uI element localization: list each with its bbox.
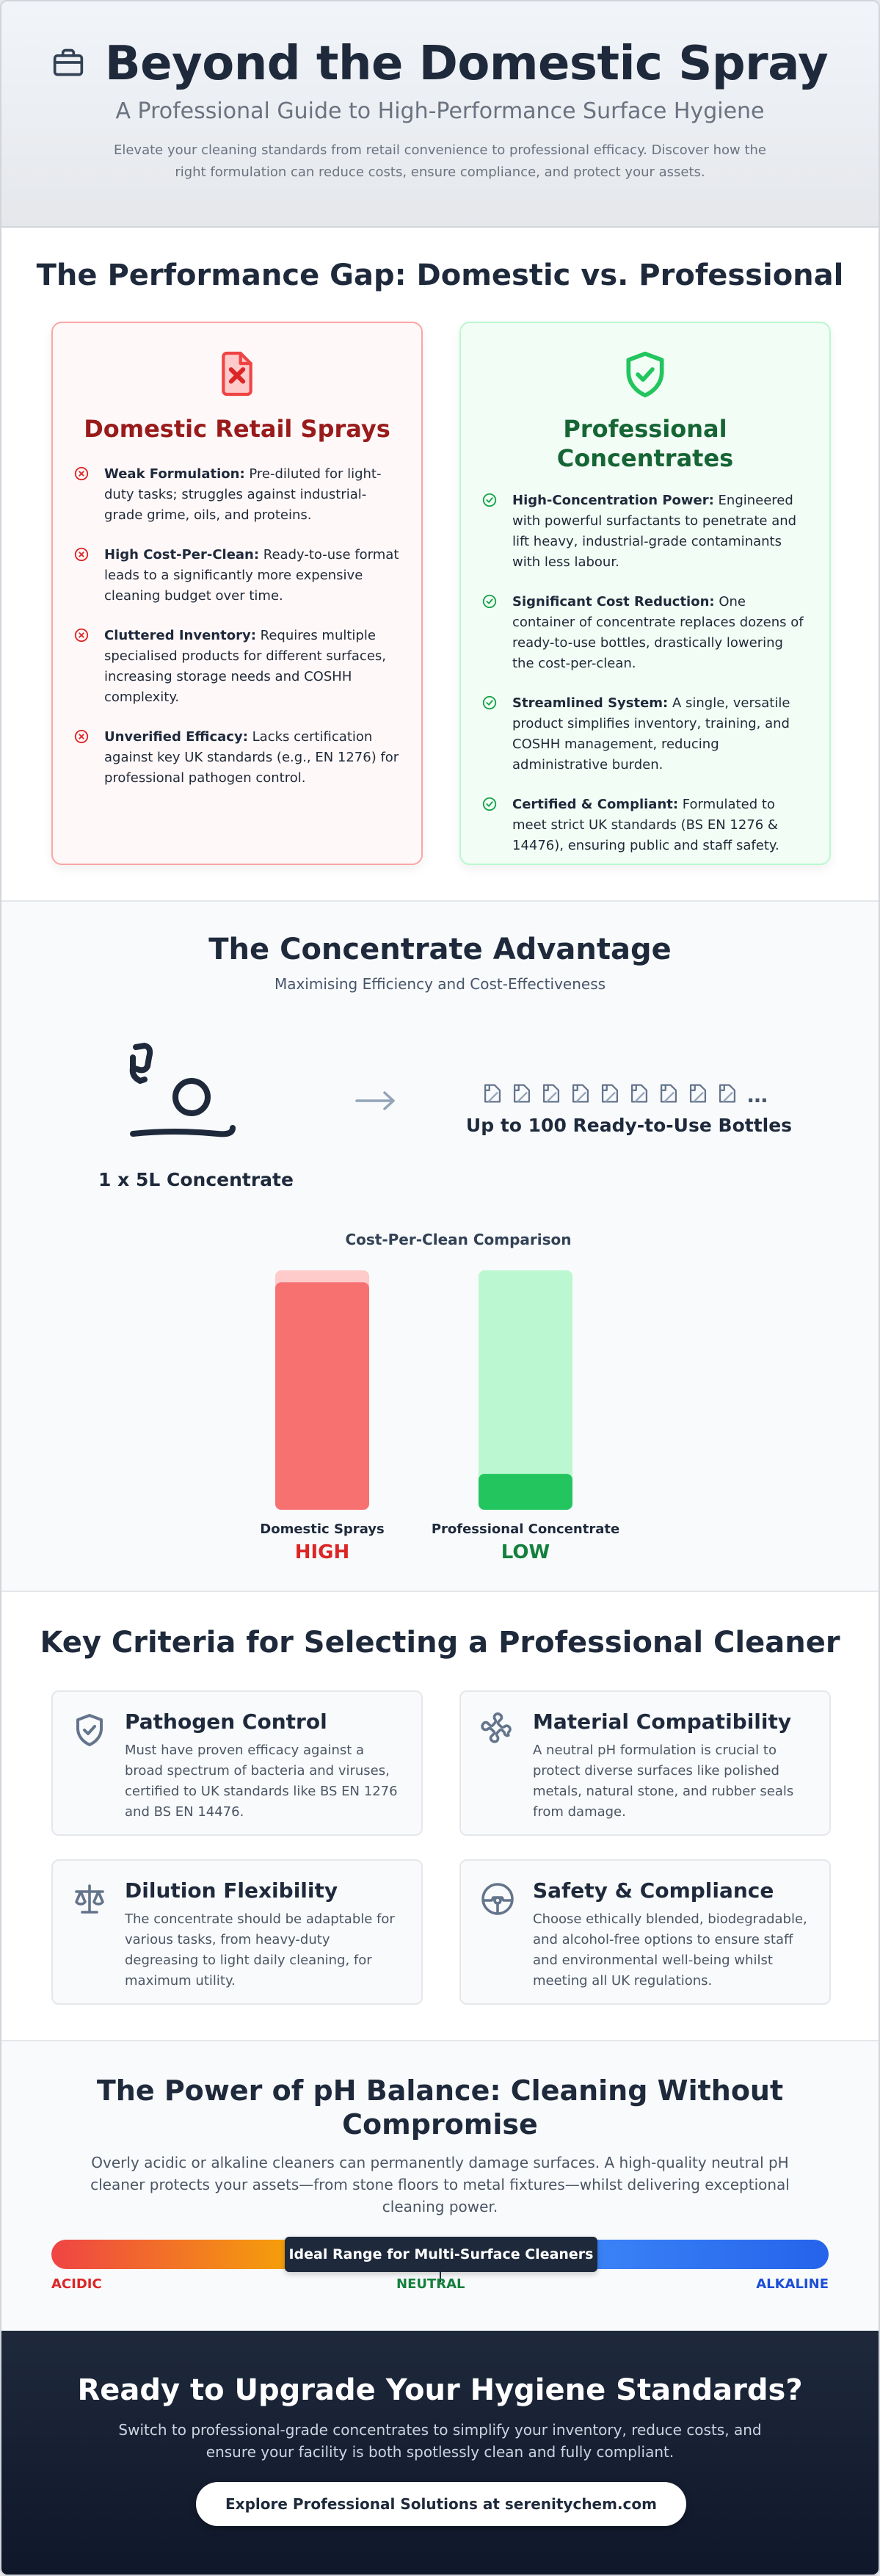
shield-check-icon [620, 350, 670, 402]
x-circle-icon [73, 466, 91, 526]
point-label: High Cost-Per-Clean: [104, 547, 260, 562]
bar-track [479, 1270, 572, 1510]
concentrate-jug-icon [123, 1041, 247, 1162]
point-text: One container of concentrate replaces dozens of ready-to-use bottles, drastically lowering the cost-per-clean. [512, 594, 804, 671]
scale-icon [72, 1881, 107, 1920]
criteria-title: Key Criteria for Selecting a Professional Cleaner [40, 1626, 840, 1660]
bottles-label: Up to 100 Ready-to-Use Bottles [465, 1115, 793, 1136]
page-intro: Elevate your cleaning standards from retail convenience to professional efficacy. Discover how the right formulation can reduce costs, ensure compliance, and protect your assets. [113, 142, 767, 180]
point-label: Significant Cost Reduction: [512, 594, 715, 609]
point-label: Certified & Compliant: [512, 797, 679, 812]
point-label: Streamlined System: [512, 695, 669, 711]
domestic-point [73, 626, 401, 708]
shield-check-icon [72, 1712, 107, 1751]
check-circle-icon [481, 695, 499, 775]
spray-bottle-icon [509, 1081, 534, 1109]
ph-section [1, 2041, 879, 2331]
professional-point [481, 491, 809, 573]
spray-bottle-icon [627, 1081, 652, 1109]
spray-bottle-icon [568, 1081, 593, 1109]
file-x-icon [217, 350, 258, 401]
criteria-card-material [459, 1690, 831, 1836]
header-title-row [1, 37, 879, 91]
spray-bottle-icon [597, 1081, 622, 1109]
explore-solutions-button[interactable]: Explore Professional Solutions at serenitychem.com [196, 2482, 686, 2526]
more-ellipsis-icon: … [747, 1082, 768, 1107]
spray-bottle-icon [686, 1081, 710, 1109]
criteria-card-title: Dilution Flexibility [125, 1878, 338, 1903]
ph-neutral-label: NEUTRAL [396, 2276, 465, 2292]
x-circle-icon [73, 728, 91, 789]
criteria-card-title: Material Compatibility [533, 1710, 792, 1734]
ph-description: Overly acidic or alkaline cleaners can permanently damage surfaces. A high-quality neutral pH cleaner protects your assets—from stone floors to metal fixtures—whilst delivering exceptional cleaning power. [90, 2154, 790, 2215]
cost-per-clean-chart [222, 1262, 662, 1570]
page-title: Beyond the Domestic Spray [104, 37, 829, 91]
criteria-card-text: Choose ethically blended, biodegradable, and alcohol-free options to ensure staff and environmental well-being whilst meeting all UK regulations. [533, 1911, 807, 1989]
arrow-right-icon [354, 1090, 398, 1115]
cost-chart-svg [222, 1262, 662, 1570]
point-text: Engineered with powerful surfactants to penetrate and lift heavy, industrial-grade contaminants with less labour. [512, 493, 797, 570]
cta-section [1, 2331, 879, 2576]
point-label: Cluttered Inventory: [104, 628, 256, 643]
spray-bottle-icon [656, 1081, 681, 1109]
spray-bottle-icon [539, 1081, 564, 1109]
professional-card-title: Professional Concentrates [556, 415, 734, 472]
point-text: Ready-to-use format leads to a significantly more expensive cleaning budget over time. [104, 547, 399, 604]
spray-bottle-icon [715, 1081, 740, 1109]
professional-points-list [481, 491, 809, 875]
performance-gap-section [1, 228, 879, 902]
point-label: Weak Formulation: [104, 466, 245, 482]
domestic-card [51, 322, 423, 865]
advantage-section [1, 902, 879, 1592]
point-label: Unverified Efficacy: [104, 729, 248, 745]
safety-icon [480, 1881, 515, 1920]
check-circle-icon [481, 593, 499, 674]
bar-domestic [275, 1282, 369, 1510]
value-label: HIGH [294, 1541, 350, 1563]
criteria-card-dilution [51, 1859, 423, 2005]
domestic-points-list [73, 464, 401, 808]
ph-ideal-range-label: Ideal Range for Multi-Surface Cleaners [285, 2237, 597, 2272]
domestic-point [73, 464, 401, 526]
briefcase-icon [52, 46, 84, 82]
bottles-row [480, 1081, 768, 1109]
professional-point [481, 592, 809, 674]
x-circle-icon [73, 546, 91, 607]
page-subtitle: A Professional Guide to High-Performance Surface Hygiene [115, 98, 765, 124]
check-circle-icon [481, 492, 499, 573]
domestic-point [73, 545, 401, 607]
professional-point [481, 693, 809, 775]
category-label: Domestic Sprays [260, 1522, 385, 1537]
domestic-card-title: Domestic Retail Sprays [84, 415, 390, 443]
point-text: A single, versatile product simplifies inventory, training, and COSHH management, reducing administrative burden. [512, 695, 790, 773]
advantage-subtitle: Maximising Efficiency and Cost-Effectiveness [274, 975, 606, 993]
cost-chart-title: Cost-Per-Clean Comparison [345, 1231, 572, 1248]
x-circle-icon [73, 627, 91, 708]
advantage-title: The Concentrate Advantage [208, 933, 672, 966]
performance-gap-title: The Performance Gap: Domestic vs. Professional [36, 258, 844, 292]
criteria-card-pathogen [51, 1690, 423, 1836]
cta-text: Switch to professional-grade concentrates to simplify your inventory, reduce costs, and ensure your facility is both spotlessly clean and fully compliant. [118, 2421, 762, 2461]
criteria-card-text: The concentrate should be adaptable for various tasks, from heavy-duty degreasing to light daily cleaning, for maximum utility. [125, 1911, 395, 1989]
ph-title: The Power of pH Balance: Cleaning Without Compromise [96, 2074, 784, 2141]
ph-alkaline-label: ALKALINE [756, 2276, 829, 2292]
concentrate-label: 1 x 5L Concentrate [98, 1169, 294, 1190]
cta-title: Ready to Upgrade Your Hygiene Standards? [77, 2373, 803, 2407]
domestic-point [73, 727, 401, 789]
value-label: LOW [501, 1541, 550, 1563]
criteria-card-text: Must have proven efficacy against a broad spectrum of bacteria and viruses, certified to UK standards like BS EN 1276 and BS EN 14476. [125, 1743, 398, 1820]
professional-card [459, 322, 831, 865]
bar-professional [479, 1474, 572, 1510]
criteria-card-text: A neutral pH formulation is crucial to protect diverse surfaces like polished metals, natural stone, and rubber seals from damage. [533, 1743, 794, 1820]
check-circle-icon [481, 796, 499, 856]
criteria-section [1, 1592, 879, 2041]
puzzle-icon [480, 1712, 515, 1751]
ph-acidic-label: ACIDIC [51, 2276, 102, 2292]
criteria-card-title: Safety & Compliance [533, 1878, 774, 1903]
spray-bottle-icon [480, 1081, 505, 1109]
criteria-card-title: Pathogen Control [125, 1710, 327, 1734]
point-text: Requires multiple specialised products for different surfaces, increasing storage needs and COSHH complexity. [104, 628, 387, 705]
point-text: Formulated to meet strict UK standards (BS EN 1276 & 14476), ensuring public and staff safety. [512, 797, 779, 853]
category-label: Professional Concentrate [431, 1522, 620, 1537]
header-section [1, 1, 879, 228]
point-text: Lacks certification against key UK standards (e.g., EN 1276) for professional pathogen control. [104, 729, 399, 786]
professional-point [481, 795, 809, 856]
criteria-card-safety [459, 1859, 831, 2005]
point-label: High-Concentration Power: [512, 493, 714, 508]
point-text: Pre-diluted for light-duty tasks; struggles against industrial-grade grime, oils, and proteins. [104, 466, 382, 523]
